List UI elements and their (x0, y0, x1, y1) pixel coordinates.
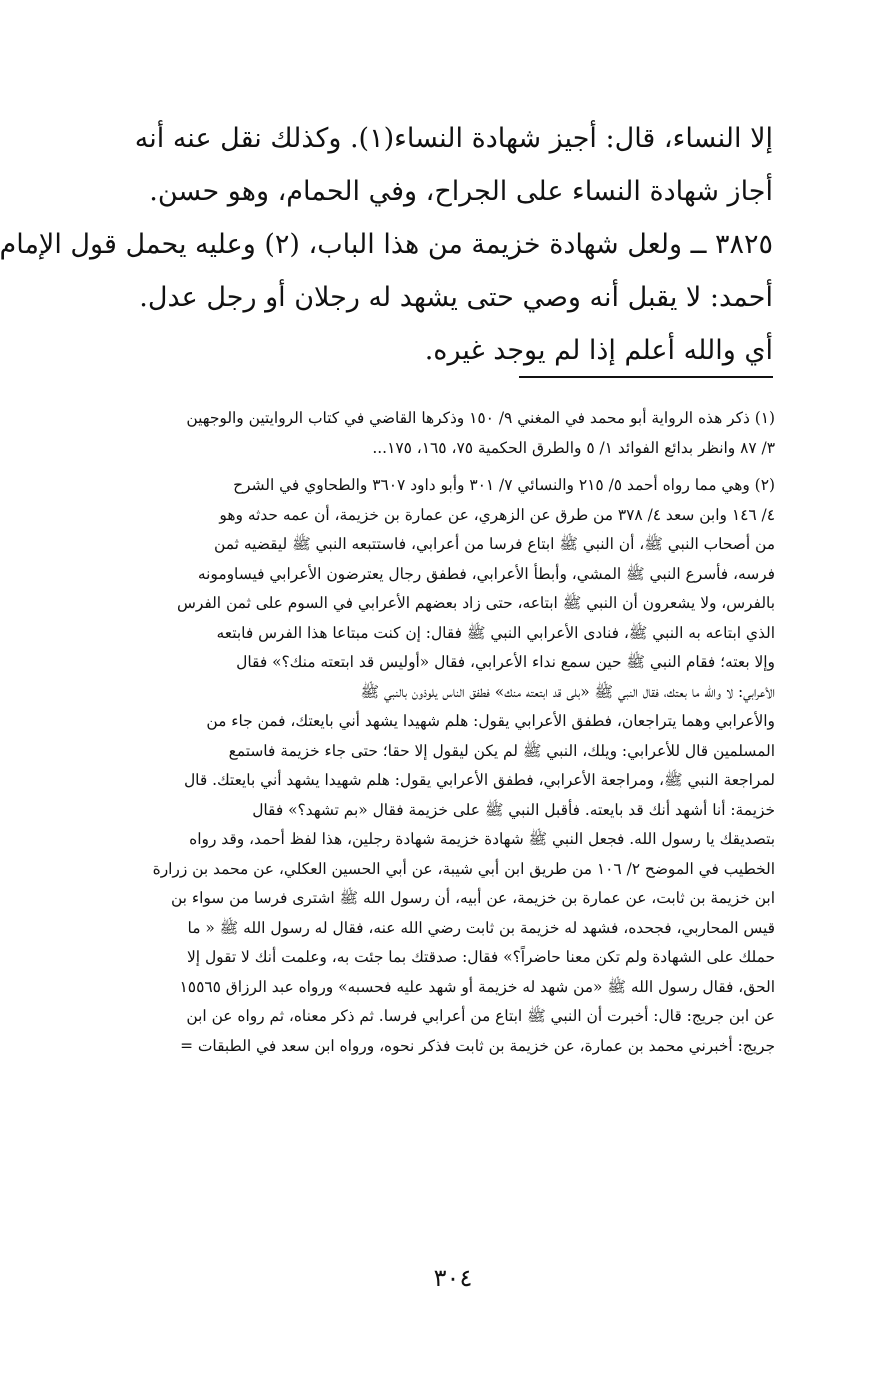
footnote-line: الخطيب في الموضح ٢/ ١٠٦ من طريق ابن أبي شيبة، عن أبي الحسين العكلي، عن محمد بن زرارة (152, 859, 775, 878)
footnote-line: حملك على الشهادة ولم تكن معنا حاضراً؟» فقال: صدقتك بما جئت به، وعلمت أنك لا تقول إلا (187, 948, 775, 966)
footnote-line: ابن خزيمة بن ثابت، عن عمارة بن خزيمة، عن أبيه، أن رسول الله ﷺ اشترى فرسا من سواء بن (170, 889, 775, 907)
footnote-line: (٢) وهي مما رواه أحمد ٥/ ٢١٥ والنسائي ٧/ ٣٠١ وأبو داود ٣٦٠٧ والطحاوي في الشرح (233, 476, 775, 494)
footnote-line: بالفرس، ولا يشعرون أن النبي ﷺ ابتاعه، حتى زاد بعضهم الأعرابي في السوم على ثمن الفرس (177, 594, 775, 612)
footnote-line: من أصحاب النبي ﷺ، أن النبي ﷺ ابتاع فرسا من أعرابي، فاستتبعه النبي ﷺ ليقضيه ثمن (214, 535, 775, 553)
footnotes (99, 404, 775, 1061)
main-text-line: ٣٨٢٥ ــ ولعل شهادة خزيمة من هذا الباب، (٢) وعليه يحمل قول الإمام (0, 229, 773, 260)
page-number: ٣٠٤ (433, 1264, 473, 1292)
footnote-line: لمراجعة النبي ﷺ، ومراجعة الأعرابي، فطفق الأعرابي يقول: هلم شهيدا يشهد أني بايعتك. قال (183, 771, 775, 789)
footnote-separator (519, 376, 773, 378)
footnote-2 (99, 471, 775, 1061)
footnote-line: ٣/ ٨٧ وانظر بدائع الفوائد ١/ ٥ والطرق الحكمية ٧٥، ١٦٥، ١٧٥... (372, 438, 775, 457)
footnote-line: عن ابن جريج: قال: أخبرت أن النبي ﷺ ابتاع من أعرابي فرسا. ثم ذكر معناه، ثم رواه عن ابن (186, 1007, 775, 1025)
footnote-line: خزيمة: أنا أشهد أنك قد بايعته. فأقبل النبي ﷺ على خزيمة فقال «بم تشهد؟» فقال (252, 800, 775, 819)
footnote-line: الذي ابتاعه به النبي ﷺ، فنادى الأعرابي النبي ﷺ فقال: إن كنت مبتاعا هذا الفرس فابتعه (216, 623, 775, 642)
main-text-line: أي والله أعلم إذا لم يوجد غيره. (424, 335, 773, 366)
main-text-line: أحمد: لا يقبل أنه وصي حتى يشهد له رجلان أو رجل عدل. (139, 282, 773, 313)
footnote-line: (١) ذكر هذه الرواية أبو محمد في المغني ٩/ ١٥٠ وذكرها القاضي في كتاب الروايتين والوجهين (186, 409, 775, 427)
footnote-line: قيس المحاربي، فجحده، فشهد له خزيمة بن ثابت رضي الله عنه، فقال له رسول الله ﷺ « ما (187, 918, 775, 937)
footnote-line: الحق، فقال رسول الله ﷺ «من شهد له خزيمة أو شهد عليه فحسبه» ورواه عبد الرزاق ١٥٥٦٥ (179, 977, 775, 996)
footnote-line: ٤/ ١٤٦ وابن سعد ٤/ ٣٧٨ من طرق عن الزهري، عن عمارة بن خزيمة، أن عمه حدثه وهو (219, 505, 775, 524)
footnote-1 (99, 404, 775, 463)
footnote-line: المسلمين قال للأعرابي: ويلك، النبي ﷺ لم يكن ليقول إلا حقا؛ حتى جاء خزيمة فاستمع (228, 741, 775, 760)
main-text (0, 112, 773, 377)
footnote-line: فرسه، فأسرع النبي ﷺ المشي، وأبطأ الأعرابي، فطفق رجال يعترضون الأعرابي فيساومونه (197, 564, 775, 583)
main-text-line: أجاز شهادة النساء على الجراح، وفي الحمام، وهو حسن. (149, 176, 773, 207)
footnote-line: والأعرابي وهما يتراجعان، فطفق الأعرابي يقول: هلم شهيدا يشهد أني بايعتك، فمن جاء من (206, 712, 775, 730)
footnote-line: بتصديقك يا رسول الله. فجعل النبي ﷺ شهادة خزيمة شهادة رجلين، هذا لفظ أحمد، وقد رواه (189, 830, 775, 848)
footnote-gap (99, 463, 775, 471)
footnote-line: الأعرابي: لا والله ما بعتك، فقال النبي ﷺ «بلى قد ابتعته منك» فطفق الناس يلوذون بالنبي ﷺ (360, 682, 775, 701)
main-text-line: إلا النساء، قال: أجيز شهادة النساء(١). وكذلك نقل عنه أنه (134, 123, 773, 154)
footnote-line: وإلا بعته؛ فقام النبي ﷺ حين سمع نداء الأعرابي، فقال «أوليس قد ابتعته منك؟» فقال (236, 653, 775, 671)
footnote-line: جريج: أخبرني محمد بن عمارة، عن خزيمة بن ثابت فذكر نحوه، ورواه ابن سعد في الطبقات = (180, 1036, 775, 1055)
